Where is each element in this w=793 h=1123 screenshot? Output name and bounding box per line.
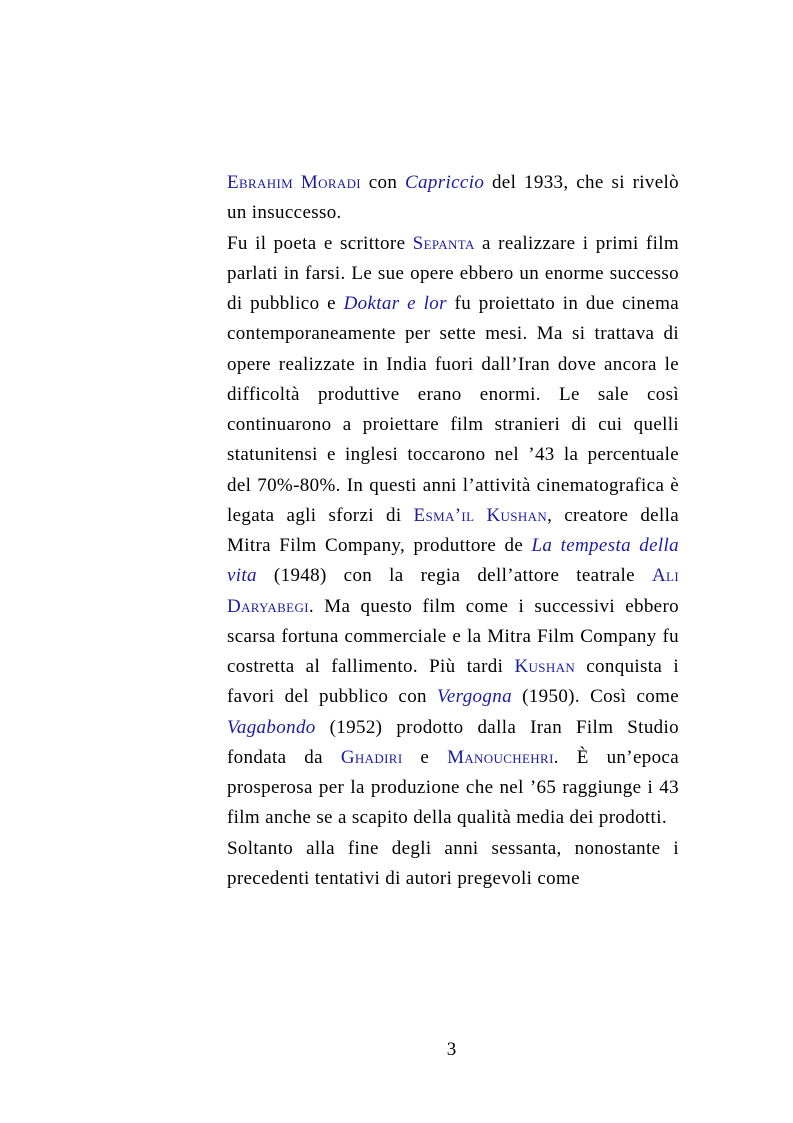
film-title: La tempesta della vita xyxy=(227,535,680,587)
page-number: 3 xyxy=(446,1039,457,1060)
person-name: Sepanta xyxy=(412,232,475,254)
paragraph: Soltanto alla fine degli anni sessanta, nonostante i precedenti tentativi di autori pregevoli come xyxy=(227,837,679,889)
film-title: Vagabondo xyxy=(227,716,316,738)
paragraph: Ebrahim Moradi con Capriccio del 1933, che si rivelò un insuccesso. xyxy=(227,172,680,224)
person-name: Ghadiri xyxy=(340,746,403,768)
person-name: Esma’il Kushan xyxy=(413,504,548,526)
film-title: Capriccio xyxy=(405,172,485,193)
film-title: Doktar e lor xyxy=(343,293,447,314)
person-name: Kushan xyxy=(514,656,576,677)
film-title: Vergogna xyxy=(437,686,512,708)
body-text xyxy=(227,168,679,894)
person-name: Ali Daryabegi xyxy=(227,565,679,617)
person-name: Ebrahim Moradi xyxy=(227,172,361,193)
paragraph: Fu il poeta e scrittore Sepanta a realizzare i primi film parlati in farsi. Le sue opere ebbero un enorme successo di pubblico e Doktar e lor fu proiettato in due cinema contemporaneamente per sette mesi. Ma si trattava di opere realizzate in India fuori dall’Iran dove ancora le difficoltà produttive erano enormi. Le sale così continuarono a proiettare film stranieri di cui quelli statunitensi e inglesi toccarono nel ’43 la percentuale del 70%-80%. In questi anni l’attività cinematografica è legata agli sforzi di Esma’il Kushan, creatore della Mitra Film Company, produttore de La tempesta della vita (1948) con la regia dell’attore teatrale Ali Daryabegi. Ma questo film come i successivi ebbero scarsa fortuna commerciale e la Mitra Film Company fu costretta al fallimento. Più tardi Kushan conquista i favori del pubblico con Vergogna (1950). Così come Vagabondo (1952) prodotto dalla Iran Film Studio fondata da Ghadiri e Manouchehri. È un’epoca prosperosa per la produzione che nel ’65 raggiunge i 43 film anche se a scapito della qualità media dei prodotti. xyxy=(227,232,680,829)
person-name: Manouchehri xyxy=(447,746,554,768)
